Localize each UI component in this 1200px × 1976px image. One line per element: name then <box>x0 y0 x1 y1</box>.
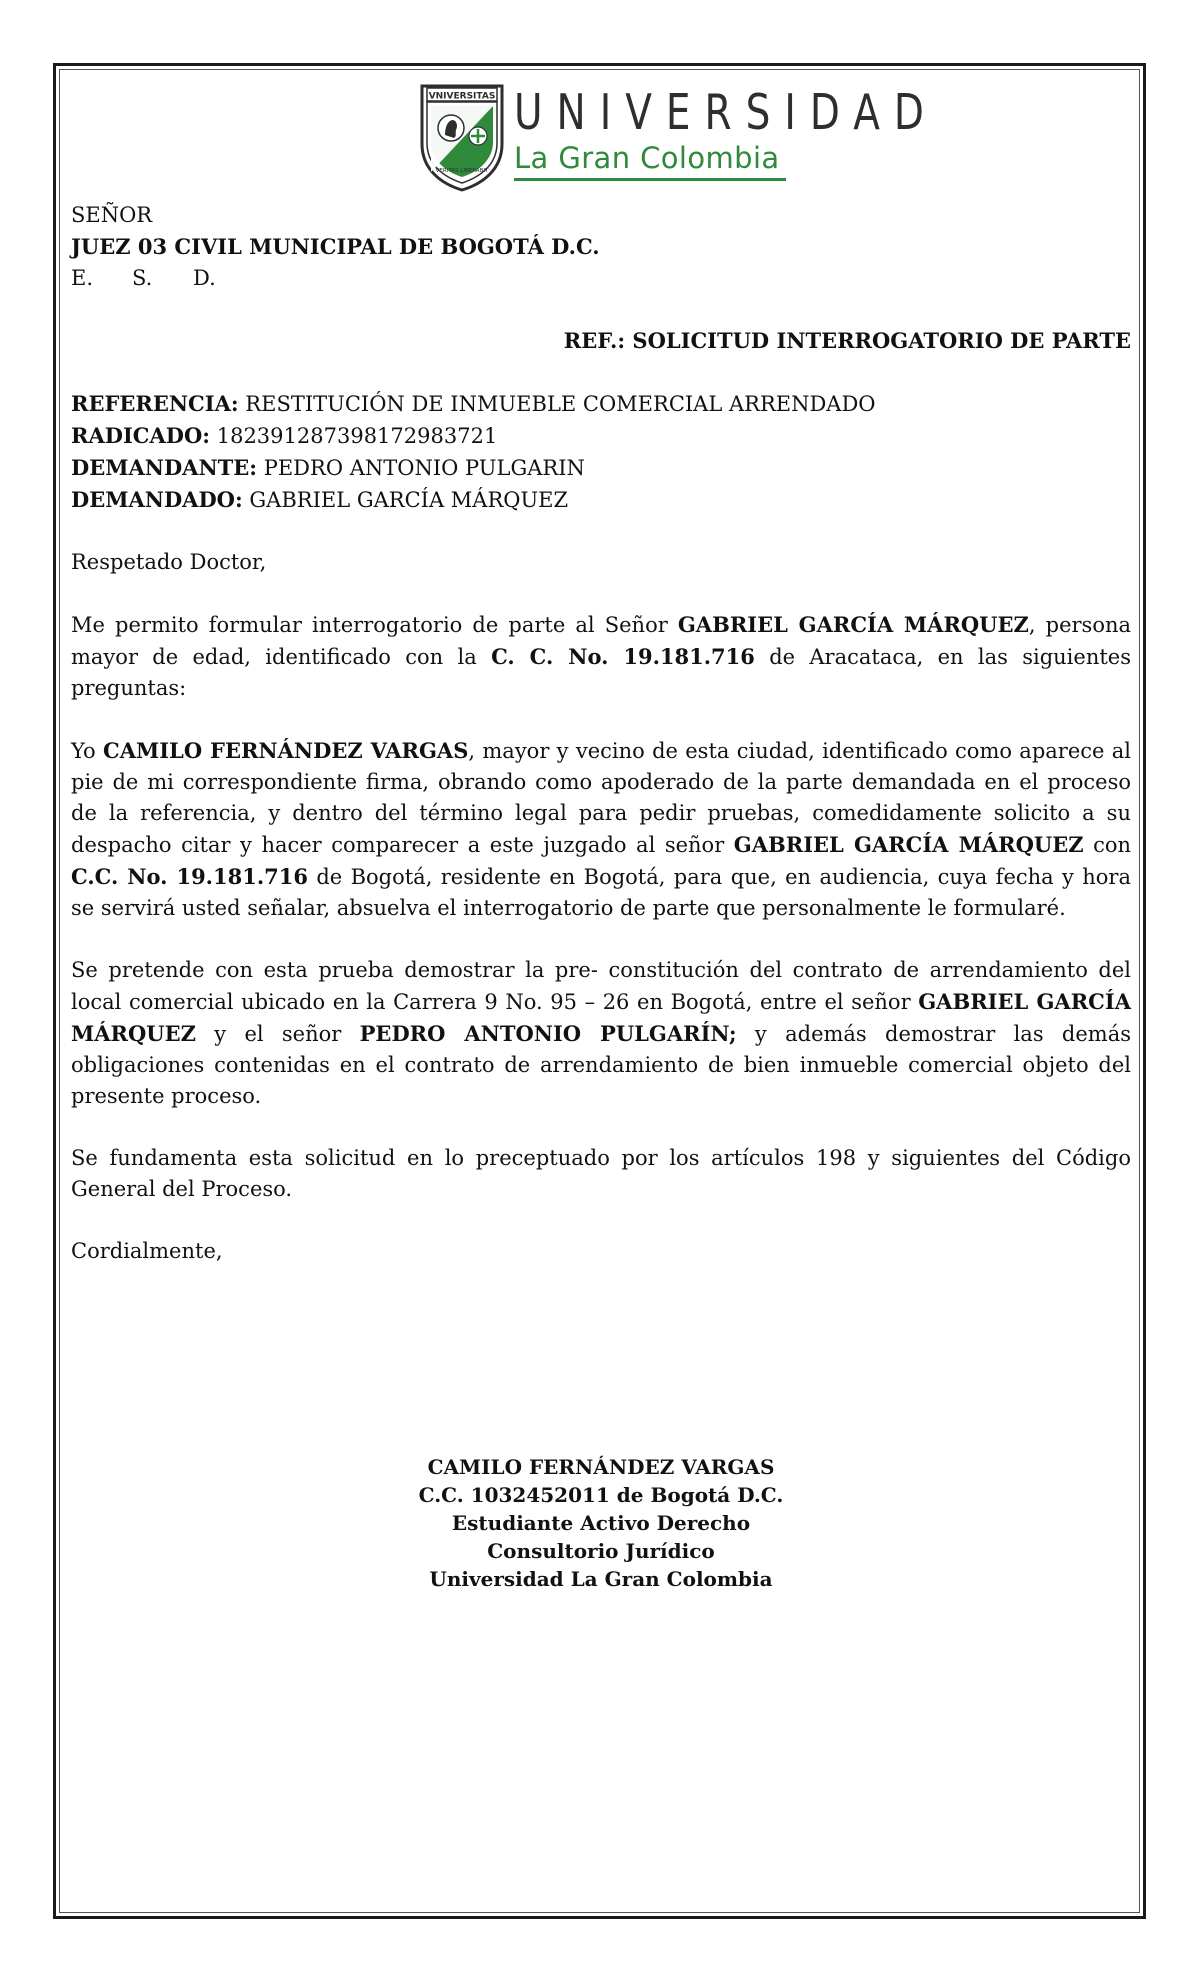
paragraph-3: Se pretende con esta prueba demostrar la pre- constitución del contrato de arrendamiento del local comercial ubicado en la Carrera 9 No. 95 – 26 en Bogotá, entre el señor GABRIEL GARCÍA MÁRQUEZ y el señor PEDRO ANTONIO PULGARÍN; y además demostrar las demás obligaciones contenidas en el contrato de arrendamiento de bien inmueble comercial objeto del presente proceso. <box>71 958 1132 1108</box>
signer-name: CAMILO FERNÁNDEZ VARGAS <box>427 1455 775 1479</box>
wordmark-underline <box>514 178 786 181</box>
salutation: SEÑOR <box>71 203 153 227</box>
wordmark-universidad: UNIVERSIDAD <box>514 85 938 142</box>
university-logo <box>418 80 938 192</box>
paragraph-4: Se fundamenta esta solicitud en lo preceptuado por los artículos 198 y siguientes del Código General del Proceso. <box>71 1146 1131 1201</box>
court-name: JUEZ 03 CIVIL MUNICIPAL DE BOGOTÁ D.C. <box>71 234 600 259</box>
closing: Cordialmente, <box>71 1239 223 1263</box>
university-wordmark <box>514 84 938 181</box>
esd-line: E. S. D. <box>71 266 216 290</box>
radicado-line: RADICADO: 182391287398172983721 <box>71 423 498 448</box>
signer-role: Estudiante Activo Derecho <box>451 1511 751 1535</box>
letter-body <box>71 200 1131 1267</box>
paragraph-2: Yo CAMILO FERNÁNDEZ VARGAS, mayor y vecino de esta ciudad, identificado como aparece al pie de mi correspondiente firma, obrando como apoderado de la parte demandada en el proceso de la referencia, y dentro del término legal para pedir pruebas, comedidamente solicito a su despacho citar y hacer comparecer a este juzgado al señor GABRIEL GARCÍA MÁRQUEZ con C.C. No. 19.181.716 de Bogotá, residente en Bogotá, para que, en audiencia, cuya fecha y hora se servirá usted señalar, absuelva el interrogatorio de parte que personalmente le formularé. <box>71 738 1132 920</box>
shield-top-text: VNIVERSITAS <box>428 91 496 102</box>
signer-id: C.C. 1032452011 de Bogotá D.C. <box>418 1483 784 1507</box>
referencia-line: REFERENCIA: RESTITUCIÓN DE INMUEBLE COMERCIAL ARRENDADO <box>71 391 876 416</box>
demandado-line: DEMANDADO: GABRIEL GARCÍA MÁRQUEZ <box>71 487 569 512</box>
wordmark-la-gran-colombia: La Gran Colombia <box>514 141 780 175</box>
university-shield-icon <box>418 80 506 192</box>
demandante-line: DEMANDANTE: PEDRO ANTONIO PULGARIN <box>71 455 585 480</box>
signer-office: Consultorio Jurídico <box>487 1539 715 1563</box>
paragraph-1: Me permito formular interrogatorio de parte al Señor GABRIEL GARCÍA MÁRQUEZ, persona mayor de edad, identificado con la C. C. No. 19.181.716 de Aracataca, en las siguientes preguntas: <box>71 612 1132 700</box>
greeting: Respetado Doctor, <box>71 550 267 574</box>
ref-line: REF.: SOLICITUD INTERROGATORIO DE PARTE <box>563 328 1131 353</box>
shield-motto-text: VERITAS LIBERABIT <box>435 168 489 174</box>
signer-university: Universidad La Gran Colombia <box>429 1567 773 1591</box>
signature-block <box>71 1453 1131 1593</box>
